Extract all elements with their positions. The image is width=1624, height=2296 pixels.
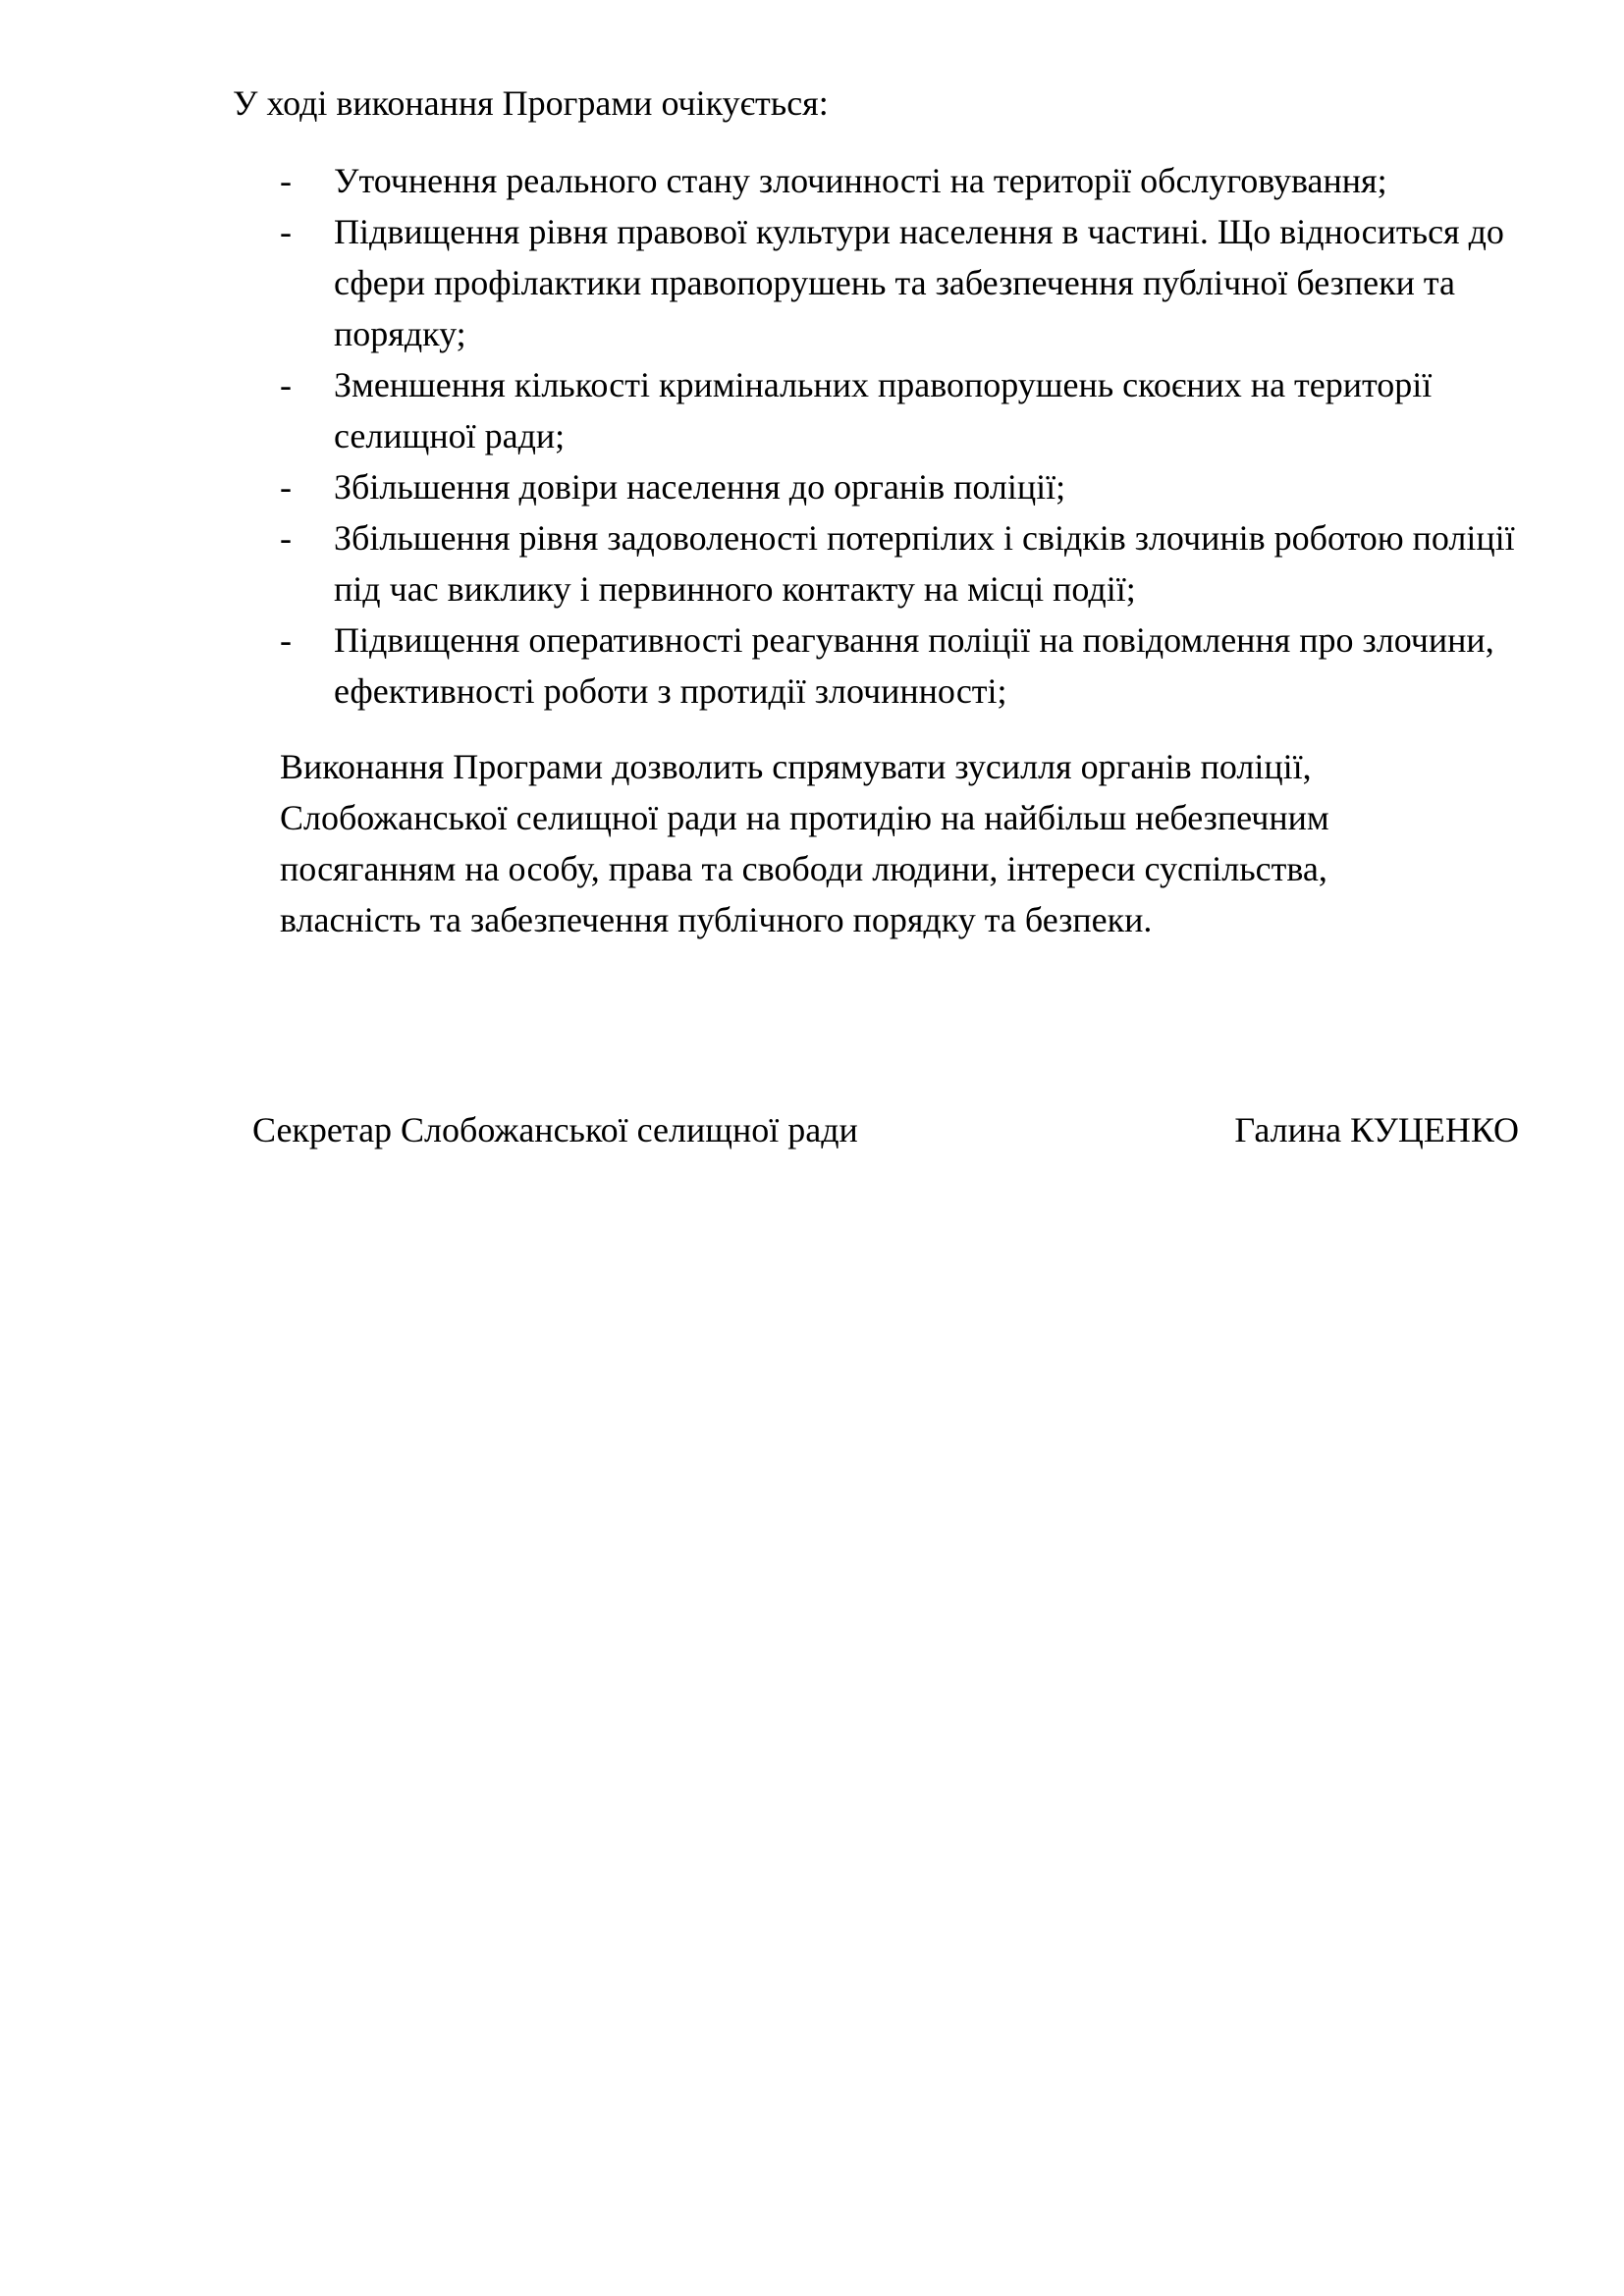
closing-paragraph (280, 741, 1458, 945)
bullet-dash: - (280, 212, 292, 251)
intro-text: У ході виконання Програми очікується: (233, 83, 829, 123)
closing-line: власність та забезпечення публічного порядку та безпеки. (280, 900, 1153, 939)
list-item-text: Підвищення рівня правової культури населення в частині. Що відноситься до сфери профілактики правопорушень та забезпечення публічної безпеки та порядку; (334, 212, 1504, 353)
list-item (280, 461, 1517, 512)
signatory-position: Секретар Слобожанської селищної ради (252, 1110, 858, 1149)
bullet-dash: - (280, 161, 292, 200)
bullet-dash: - (280, 365, 292, 404)
signatory-name: Галина КУЦЕНКО (1234, 1110, 1519, 1149)
list-item (280, 155, 1517, 206)
closing-line: Слобожанської селищної ради на протидію на найбільш небезпечним (280, 798, 1329, 837)
expected-results-list (280, 155, 1517, 717)
list-item (280, 359, 1517, 461)
closing-line: посяганням на особу, права та свободи людини, інтереси суспільства, (280, 849, 1327, 888)
bullet-dash: - (280, 467, 292, 507)
list-item (280, 512, 1517, 614)
list-item-text: Збільшення довіри населення до органів поліції; (334, 467, 1066, 507)
list-item-text: Збільшення рівня задоволеності потерпілих і свідків злочинів роботою поліції під час виклику і первинного контакту на місці події; (334, 518, 1515, 609)
list-item-text: Уточнення реального стану злочинності на території обслуговування; (334, 161, 1387, 200)
list-item-text: Підвищення оперативності реагування поліції на повідомлення про злочини, ефективності роботи з протидії злочинності; (334, 620, 1494, 711)
signature-block (252, 1104, 1519, 1155)
closing-line: Виконання Програми дозволить спрямувати зусилля органів поліції, (280, 747, 1312, 786)
list-item (280, 614, 1517, 717)
bullet-dash: - (280, 518, 292, 558)
bullet-dash: - (280, 620, 292, 660)
list-item (280, 206, 1517, 359)
list-item-text: Зменшення кількості кримінальних правопорушень скоєних на території селищної ради; (334, 365, 1433, 455)
